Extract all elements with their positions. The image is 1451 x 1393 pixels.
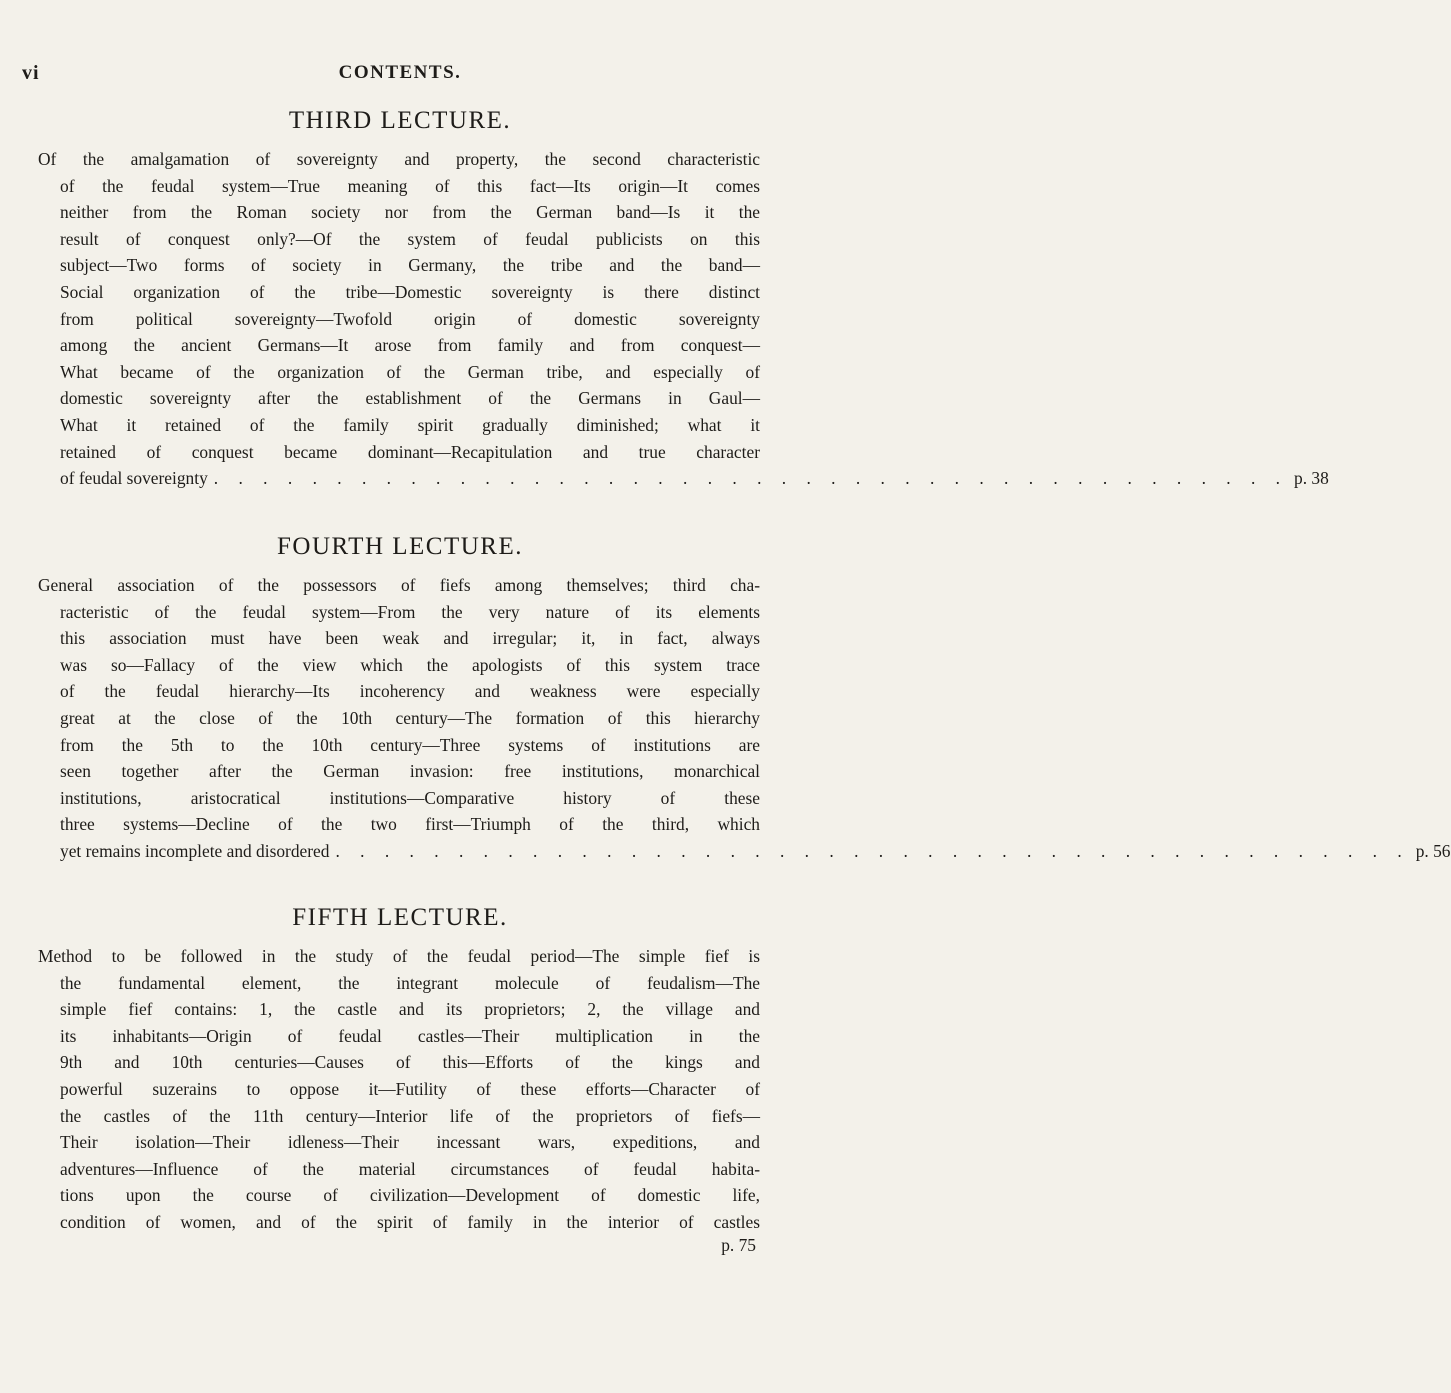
summary-line: retained of conquest became dominant—Recapitulation and true character (60, 441, 760, 462)
summary-line: the fundamental element, the integrant molecule of feudalism—The (60, 972, 760, 993)
summary-line: its inhabitants—Origin of feudal castles—Their multiplication in the (60, 1025, 760, 1046)
summary-line: tions upon the course of civilization—Development of domestic life, (60, 1185, 760, 1206)
summary-line: General association of the possessors of fiefs among themselves; third cha- (38, 575, 760, 595)
summary-line: this association must have been weak and irregular; it, in fact, always (60, 628, 760, 649)
summary-line-text: of feudal sovereignty (60, 468, 208, 489)
lecture-title: FOURTH LECTURE. (277, 533, 523, 560)
summary-line: from political sovereignty—Twofold origin of domestic sovereignty (60, 308, 760, 329)
summary-line: among the ancient Germans—It arose from family and from conquest— (60, 335, 760, 356)
summary-line: of the feudal system—True meaning of this fact—Its origin—It comes (60, 175, 760, 196)
summary-line: racteristic of the feudal system—From the very nature of its elements (60, 601, 760, 622)
summary-line: from the 5th to the 10th century—Three systems of institutions are (60, 734, 760, 755)
summary-line: the castles of the 11th century—Interior life of the proprietors of fiefs— (60, 1105, 760, 1126)
page-reference: p. 56 (1415, 840, 1451, 861)
summary-line: institutions, aristocratical institutions—Comparative history of these (60, 787, 760, 808)
summary-line: simple fief contains: 1, the castle and its proprietors; 2, the village and (60, 999, 760, 1020)
running-head: CONTENTS. (338, 62, 462, 83)
summary-line: Method to be followed in the study of the feudal period—The simple fief is (38, 946, 760, 966)
summary-line: Of the amalgamation of sovereignty and property, the second characteristic (38, 149, 760, 169)
summary-line: result of conquest only?—Of the system of feudal publicists on this (60, 228, 760, 249)
lecture-summary (38, 572, 1451, 865)
summary-line: neither from the Roman society nor from the German band—Is it the (60, 202, 760, 223)
summary-line: What became of the organization of the German tribe, and especially of (60, 361, 760, 382)
lecture-title: THIRD LECTURE. (288, 107, 512, 134)
summary-line: adventures—Influence of the material circumstances of feudal habita- (60, 1158, 760, 1179)
summary-line: was so—Fallacy of the view which the apologists of this system trace (60, 654, 760, 675)
summary-line: condition of women, and of the spirit of family in the interior of castles (60, 1211, 760, 1232)
summary-line: subject—Two forms of society in Germany, the tribe and the band— (60, 255, 760, 276)
summary-line: three systems—Decline of the two first—Triumph of the third, which (60, 814, 760, 835)
summary-last-line (38, 465, 1329, 492)
lecture-title: FIFTH LECTURE. (292, 904, 508, 931)
page-reference: p. 75 (721, 1234, 756, 1255)
summary-line: Their isolation—Their idleness—Their incessant wars, expeditions, and (60, 1132, 760, 1153)
summary-line: domestic sovereignty after the establishment of the Germans in Gaul— (60, 388, 760, 409)
dot-leader: . . . . . . . . . . . . . . . . . . . . . . . . . . . . . . . . . . . . . . . . . . . . (335, 840, 1410, 861)
summary-line: of the feudal hierarchy—Its incoherency and weakness were especially (60, 681, 760, 702)
summary-line: great at the close of the 10th century—The formation of this hierarchy (60, 707, 760, 728)
summary-line: seen together after the German invasion: free institutions, monarchical (60, 761, 760, 782)
page-reference: p. 38 (1294, 468, 1329, 489)
summary-line: What it retained of the family spirit gradually diminished; what it (60, 414, 760, 435)
summary-line-text: yet remains incomplete and disordered (60, 840, 330, 861)
summary-line: Social organization of the tribe—Domestic sovereignty is there distinct (60, 281, 760, 302)
summary-line: 9th and 10th centuries—Causes of this—Efforts of the kings and (60, 1052, 760, 1073)
lecture-summary (38, 943, 760, 1254)
lecture-summary (38, 146, 1329, 492)
summary-line: powerful suzerains to oppose it—Futility of these efforts—Character of (60, 1078, 760, 1099)
dot-leader: . . . . . . . . . . . . . . . . . . . . . . . . . . . . . . . . . . . . . . . . . . . . (213, 468, 1289, 489)
page-number: vi (22, 62, 40, 84)
summary-last-line (38, 838, 1451, 865)
